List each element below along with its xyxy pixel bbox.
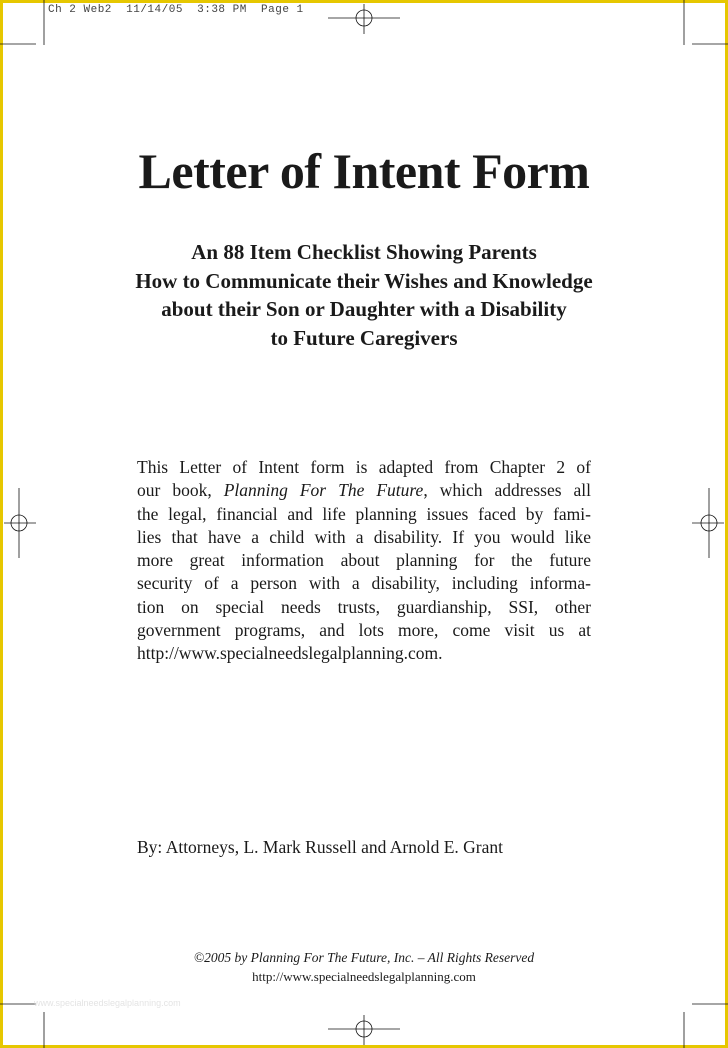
registration-mark-right: [692, 488, 724, 558]
subtitle-line: about their Son or Daughter with a Disability: [161, 297, 567, 321]
authors-byline: By: Attorneys, L. Mark Russell and Arnold E. Grant: [137, 837, 504, 857]
copyright-notice: ©2005 by Planning For The Future, Inc. – All Rights Reserved: [193, 950, 535, 965]
registration-mark-bottom: [328, 1015, 400, 1045]
paragraph-line: government programs, and lots more, come visit us at: [137, 620, 591, 641]
footer: [0, 950, 728, 985]
registration-mark-top: [328, 4, 400, 34]
paragraph-line: [137, 479, 591, 502]
paragraph-line: the legal, financial and life planning issues faced by fami-: [137, 503, 591, 524]
paragraph-text: our book,: [137, 480, 212, 501]
intro-paragraph: [137, 456, 591, 666]
paragraph-line: security of a person with a disability, including informa-: [137, 573, 591, 594]
subtitle: [0, 238, 728, 352]
paragraph-line: This Letter of Intent form is adapted from Chapter 2 of: [137, 457, 591, 477]
page-title: Letter of Intent Form: [138, 143, 590, 199]
print-slug-line: Ch 2 Web2 11/14/05 3:38 PM Page 1: [48, 4, 304, 16]
subtitle-line: How to Communicate their Wishes and Knowledge: [135, 268, 593, 293]
subtitle-line: An 88 Item Checklist Showing Parents: [191, 240, 537, 264]
subtitle-line: to Future Caregivers: [270, 325, 458, 350]
paragraph-text: , which addresses all: [423, 480, 591, 501]
registration-mark-left: [4, 488, 36, 558]
website-link[interactable]: http://www.specialneedslegalplanning.com.: [137, 643, 443, 664]
paragraph-line: lies that have a child with a disability. If you would like: [137, 526, 591, 547]
faint-watermark-url: www.specialneedslegalplanning.com: [34, 998, 181, 1008]
paragraph-line: tion on special needs trusts, guardianship, SSI, other: [137, 596, 591, 617]
book-title: Planning For The Future: [223, 480, 424, 501]
footer-url-link[interactable]: http://www.specialneedslegalplanning.com: [252, 969, 476, 984]
paragraph-line: more great information about planning for the future: [137, 550, 591, 571]
